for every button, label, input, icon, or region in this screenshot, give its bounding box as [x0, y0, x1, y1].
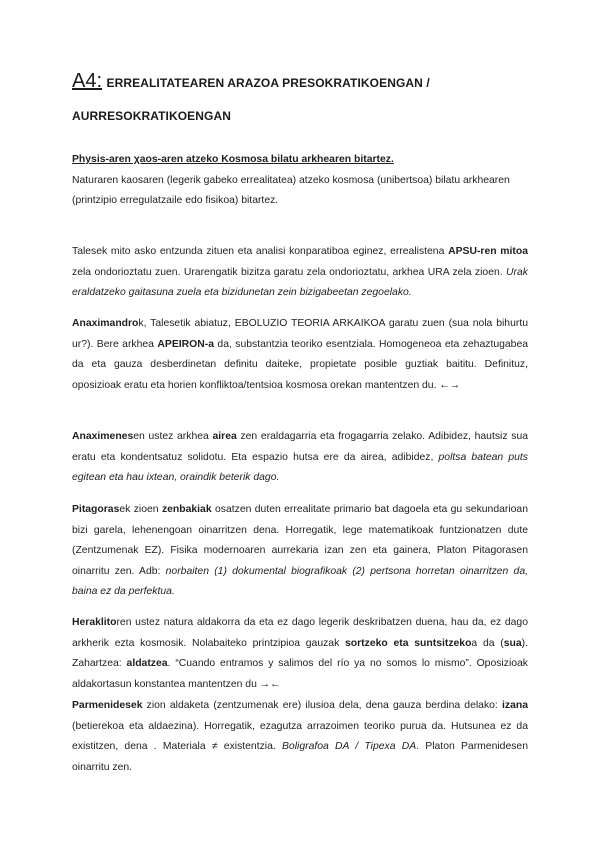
document-title: [72, 70, 542, 123]
heraklito-paragraph: [72, 613, 528, 695]
tales-text-2: zela ondorioztatu zuen. Urarengatik bizitza garatu zela ondorioztatu, arkhea URA zela zioen.: [72, 266, 507, 278]
parmenides-text-3: . Platon Parmenidesen oinarritu zen.: [72, 741, 528, 773]
heraklito-bold-1: Heraklito: [72, 617, 117, 628]
intro-body: Naturaren kaosaren (legerik gabeko errealitatea) atzeko kosmosa (unibertsoa) bilatu arkhearen (printzipio erregulatzaile edo fisikoa) bitartez.: [72, 174, 510, 206]
title-line-2: AURRESOKRATIKOENGAN: [72, 109, 232, 123]
heraklito-bold-4: aldatzea: [126, 658, 168, 669]
anaximandro-paragraph: [72, 314, 528, 396]
anaximenes-bold-2: airea: [212, 431, 237, 442]
pitagoras-italic-1: norbaiten (1) dokumental biografikoak (2) pertsona horretan oinarritzen da, baina ez da perfektua.: [72, 565, 529, 597]
tales-italic-1: Urak eraldatzeko gaitasuna zuela eta bizidunetan zein bizigabeetan zegoelako.: [72, 266, 528, 298]
intro-heading: Physis-aren χaos-aren atzeko Kosmosa bilatu arkhearen bitartez.: [72, 154, 394, 165]
parmenides-italic-1: Boligrafoa DA / Tipexa DA: [282, 741, 417, 752]
parmenides-text-2: (betierekoa eta aldaezina). Horregatik, ezagutza arrazoimen teoriko purua da. Hutsunea ez da existitzen, dena . Materiala ≠ existentzia.: [72, 720, 528, 752]
title-code: A4:: [72, 70, 103, 92]
parmenides-paragraph: [72, 696, 528, 778]
title-text: ERREALITATEAREN ARAZOA PRESOKRATIKOENGAN /: [106, 76, 430, 90]
tales-paragraph: [72, 242, 528, 304]
heraklito-text-1: ren ustez natura aldakorra da eta ez dago legerik deskribatzen duena, hau da, ez dago arkherik ezta kosmosik. Nolabaiteko printzipioa gauzak: [72, 617, 528, 649]
heraklito-bold-3: sua: [503, 637, 522, 649]
tales-bold-1: APSU-ren mitoa: [448, 246, 528, 257]
pitagoras-paragraph: [72, 500, 528, 603]
title-line-1: [72, 70, 542, 93]
anaximenes-paragraph: [72, 427, 528, 489]
anaximenes-bold-1: Anaximenes: [72, 431, 134, 442]
anaximenes-text-1: en ustez arkhea: [133, 431, 213, 442]
anaximandro-bold-1: Anaximandro: [72, 318, 139, 329]
anaximandro-text-2: da, substantzia teoriko esentziala. Homogeneoa eta zehaztugabea da eta gauza desberdinetan definitu daiteke, propietate posible guztiak baititu. Definituz, oposizioak eratu eta horien konfliktoa/tentsioa kosmosa orekan mantentzen du. ←→: [72, 338, 528, 391]
anaximenes-text-2: zen eraldagarria eta frogagarria zelako. Adibidez, hautsiz sua eratu eta kondentsatuz solidotu. Eta espazio hutsa ere da airea, adibidez,: [72, 431, 529, 463]
heraklito-bold-2: sortzeko eta suntsitzeko: [345, 637, 472, 649]
pitagoras-text-1: ek zioen: [119, 504, 162, 515]
anaximandro-bold-2: APEIRON-a: [157, 338, 214, 350]
parmenides-bold-2: izana: [502, 700, 528, 711]
pitagoras-text-2: osatzen duten errealitate primario bat dagoela eta gu sekundarioan bizi garela, lehenengoan oinarritzen dena. Horregatik, lege matematikoak funtzionatzen dute (Zentzumenak EZ). Fisika modernoaren aurrekaria izan zen eta gainera, Platon Pitagorasen oinarritu zen. Adb:: [72, 504, 528, 577]
intro-paragraph: [72, 150, 528, 212]
heraklito-text-4: . “Cuando entramos y salimos del río ya no somos lo mismo”. Oposizioak aldakortasun konstantea mantentzen du →←: [72, 658, 529, 690]
heraklito-text-2: a da (: [471, 637, 504, 649]
parmenides-bold-1: Parmenidesek: [72, 700, 143, 711]
pitagoras-bold-2: zenbakiak: [161, 504, 212, 515]
tales-text-1: Talesek mito asko entzunda zituen eta analisi konparatiboa eginez, errealistena: [72, 246, 449, 257]
pitagoras-bold-1: Pitagoras: [72, 504, 120, 515]
parmenides-text-1: zion aldaketa (zentzumenak ere) ilusioa dela, dena gauza berdina delako:: [142, 700, 502, 711]
anaximandro-text-1: k, Talesetik abiatuz, EBOLUZIO TEORIA ARKAIKOA garatu zuen (sua nola bihurtu ur?). Bere arkhea: [72, 318, 528, 350]
heraklito-text-3: ). Zahartzea:: [72, 637, 528, 669]
anaximenes-italic-1: poltsa batean puts egitean eta hau ixtean, oraindik beterik dago.: [72, 451, 529, 483]
